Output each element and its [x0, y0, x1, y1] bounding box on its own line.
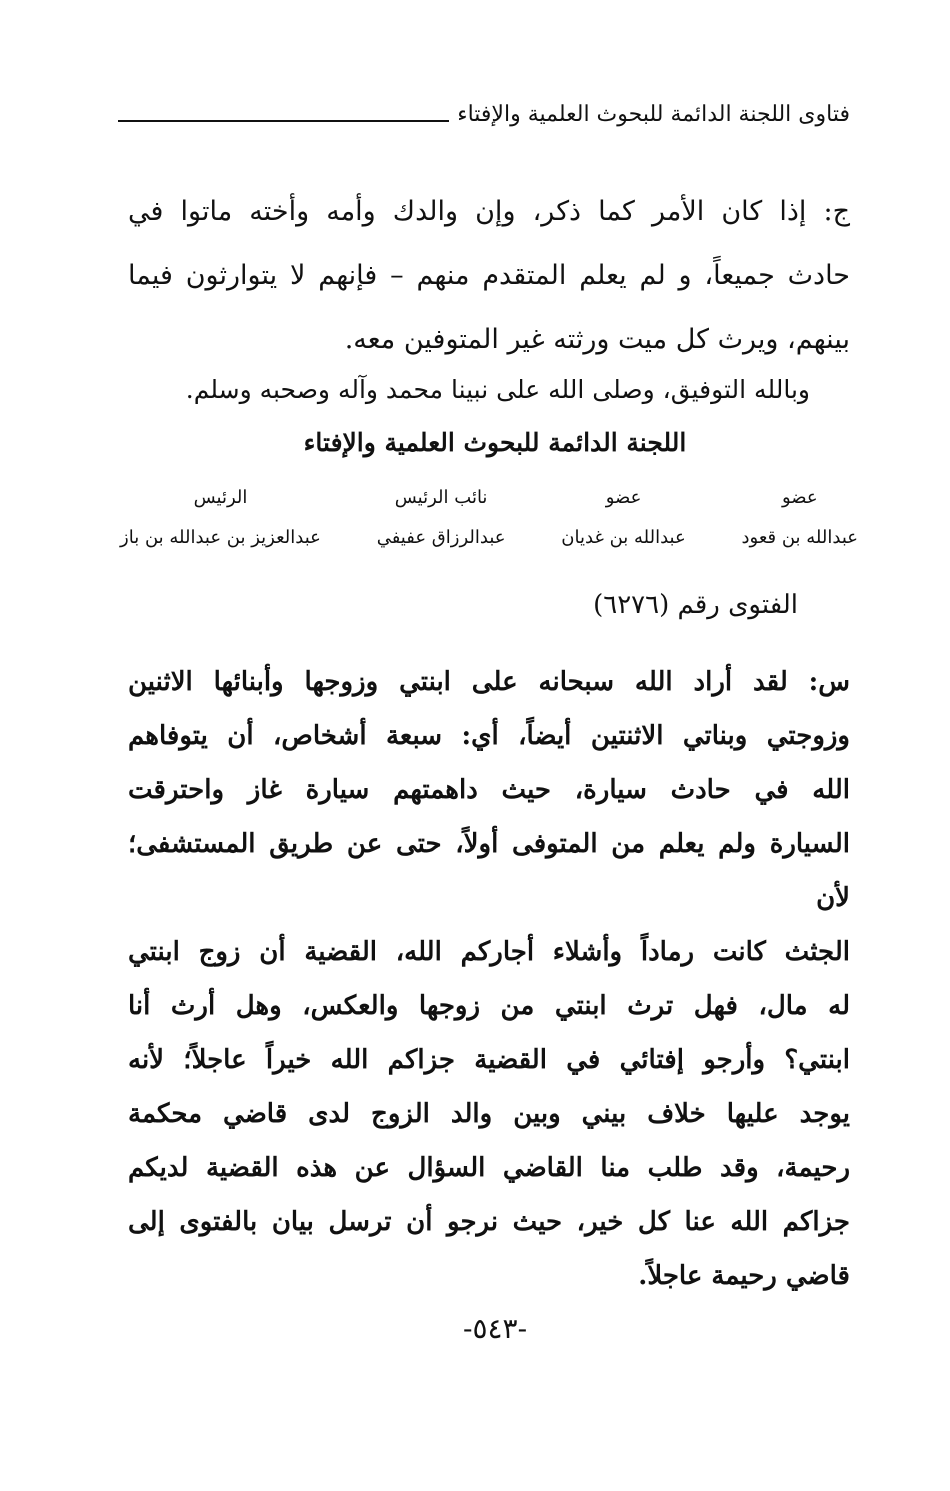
closing-prayer: وبالله التوفيق، وصلى الله على نبينا محمد وآله وصحبه وسلم. [185, 375, 810, 404]
signature-name: عبدالله بن قعود [741, 527, 858, 548]
question-line: السيارة ولم يعلم من المتوفى أولاً، حتى عن طريق المستشفى؛ لأن [128, 829, 850, 913]
header-rule [118, 120, 449, 122]
question-line: جزاكم الله عنا كل خير، حيث نرجو أن ترسل بيان بالفتوى إلى [128, 1207, 850, 1237]
signature-role: عضو [781, 487, 818, 508]
signature-role: عضو [605, 487, 642, 508]
signature-block [120, 480, 858, 556]
question-line: قاضي رحيمة عاجلاً. [638, 1261, 850, 1291]
signature-president [120, 480, 321, 556]
answer-line: حادث جميعاً، و لم يعلم المتقدم منهم – فإنهم لا يتوارثون فيما [128, 260, 850, 291]
signature-vice-president [377, 480, 506, 556]
signature-name: عبدالرزاق عفيفي [376, 527, 506, 548]
fatwa-number: الفتوى رقم (٦٢٧٦) [593, 590, 798, 620]
question-line: الله في حادث سيارة، حيث داهمتهم سيارة غاز واحترقت [128, 775, 850, 805]
question-line: س: لقد أراد الله سبحانه على ابنتي وزوجها وأبنائها الاثنين [128, 667, 850, 697]
signature-name: عبدالله بن غديان [561, 527, 686, 548]
signature-member-1 [742, 480, 858, 556]
running-header [118, 96, 850, 132]
question-line: الجثث كانت رماداً وأشلاء أجاركم الله، القضية أن زوج ابنتي [128, 937, 850, 967]
question-line: يوجد عليها خلاف بيني وبين والد الزوج لدى قاضي محكمة [128, 1099, 850, 1129]
page-number: -٥٤٣- [462, 1312, 528, 1345]
question-line: رحيمة، وقد طلب منا القاضي السؤال عن هذه القضية لديكم [128, 1153, 850, 1183]
signature-role: الرئيس [193, 487, 248, 508]
question-paragraph [128, 655, 850, 1303]
question-line: له مال، فهل ترث ابنتي من زوجها والعكس، وهل أرث أنا [128, 991, 850, 1021]
signature-member-2 [561, 480, 685, 556]
answer-paragraph [128, 180, 850, 372]
signature-role: نائب الرئيس [394, 487, 488, 508]
answer-line: بينهم، ويرث كل ميت ورثته غير المتوفين معه. [344, 324, 850, 355]
question-line: وزوجتي وبناتي الاثنتين أيضاً، أي: سبعة أشخاص، أن يتوفاهم [128, 721, 850, 751]
running-header-title: فتاوى اللجنة الدائمة للبحوث العلمية والإفتاء [457, 101, 850, 127]
answer-line: ج: إذا كان الأمر كما ذكر، وإن والدك وأمه وأخته ماتوا في [128, 196, 850, 227]
question-line: ابنتي؟ وأرجو إفتائي في القضية جزاكم الله خيراً عاجلاً؛ لأنه [128, 1045, 850, 1075]
signature-name: عبدالعزيز بن عبدالله بن باز [120, 527, 321, 548]
committee-name: اللجنة الدائمة للبحوث العلمية والإفتاء [303, 428, 687, 457]
